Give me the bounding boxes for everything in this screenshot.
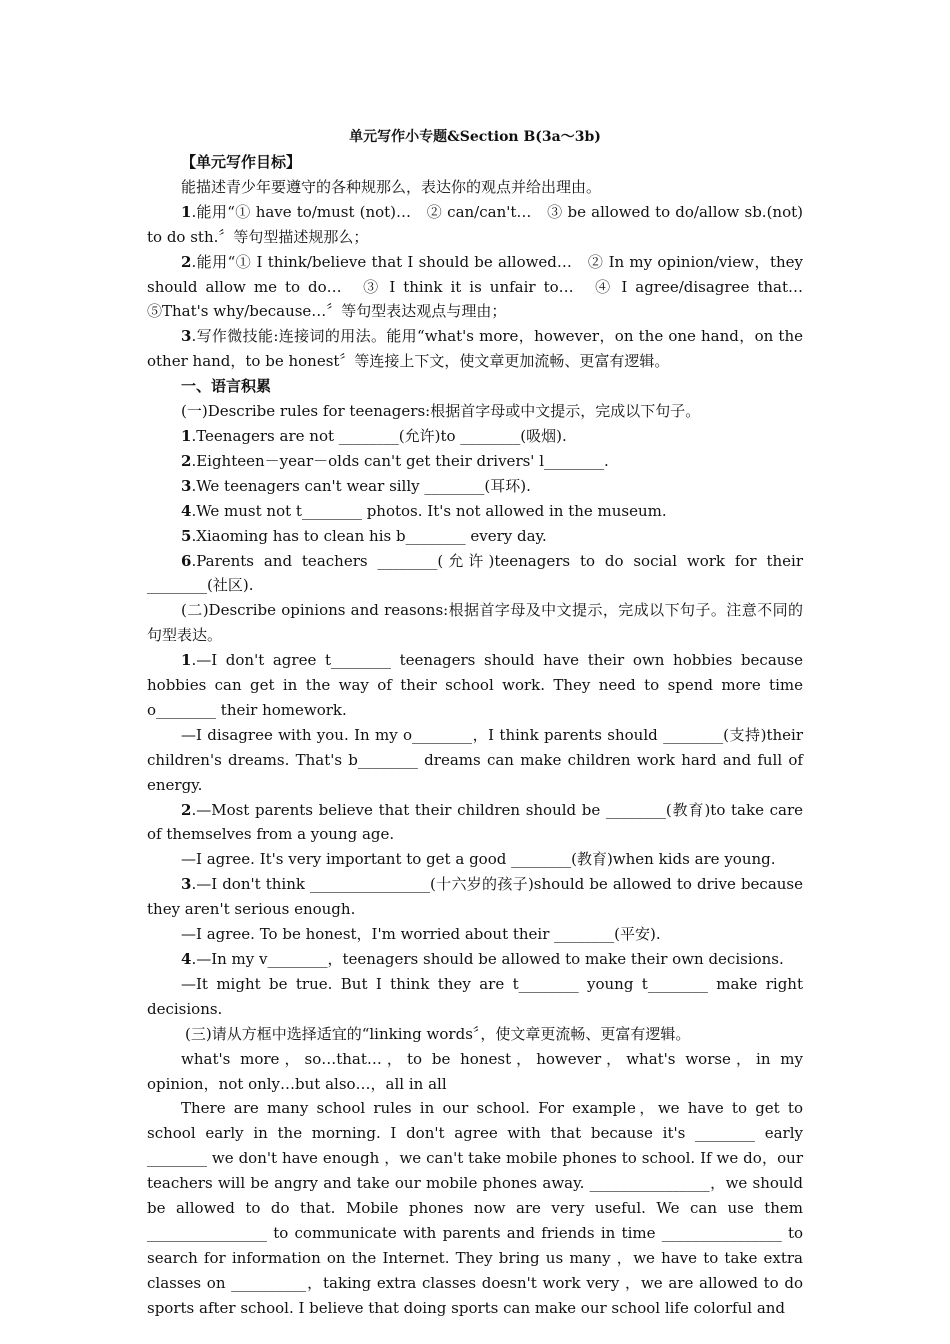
goal-item	[147, 200, 803, 250]
part2-heading: (二)Describe opinions and reasons:根据首字母及中文提示，完成以下句子。注意不同的句型表达。	[147, 601, 803, 645]
item-number: 1	[181, 426, 192, 445]
part3-heading: (三)请从方框中选择适宜的“linking words〞，使文章更流畅、更富有逻辑。	[185, 1024, 691, 1043]
document-page	[147, 124, 803, 1321]
dialogue-line: —It might be true. But I think they are t________ young t________ make right decisions.	[147, 974, 803, 1018]
passage: There are many school rules in our school. For example，we have to get to school early in the morning. I don't agree with that because it's ________ early ________ we don't have enough ，we can't take mobile phones to school. If we do，our teachers will be angry and take our mobile phones away. ________________，we should be allowed to do that. Mobile phones now are very useful. We can use them ________________ to communicate with parents and friends in time ________________ to search for information on the Internet. They bring us many ，we have to take extra classes on __________，taking extra classes doesn't work very ，we are allowed to do sports after school. I believe that doing sports can make our school life colorful and	[147, 1099, 803, 1317]
dialogue-line	[147, 648, 803, 723]
exercise-item	[147, 474, 803, 499]
exercise-item	[147, 524, 803, 549]
exercise-item	[147, 499, 803, 524]
goal-intro: 能描述青少年要遵守的各种规那么，表达你的观点并给出理由。	[181, 177, 602, 196]
item-text: .Parents and teachers ________(允许)teenagers to do social work for their ________(社区).	[147, 551, 803, 595]
exercise-item	[147, 424, 803, 449]
item-text: .—Most parents believe that their children should be ________(教育)to take care of themselves from a young age.	[147, 800, 803, 844]
item-number: 2	[181, 252, 192, 271]
dialogue-line: —I agree. To be honest，I'm worried about their ________(平安).	[181, 925, 661, 944]
item-text: .—In my v________，teenagers should be allowed to make their own decisions.	[191, 950, 784, 968]
page-title: 单元写作小专题&Section B(3a～3b)	[349, 129, 601, 145]
dialogue-line	[147, 947, 803, 972]
item-text: .Xiaoming has to clean his b________ every day.	[191, 526, 547, 545]
item-number: 6	[181, 551, 192, 570]
goal-heading: 【单元写作目标】	[181, 153, 302, 171]
item-number: 3	[181, 327, 192, 346]
item-number: 3	[181, 476, 192, 495]
item-text: .Teenagers are not ________(允许)to ________(吸烟).	[191, 426, 567, 445]
word-box: what's more，so…that…，to be honest，however，what's worse，in my opinion，not only…but also…，all in all	[147, 1049, 803, 1093]
item-text: .写作微技能:连接词的用法。能用“what's more，however，on the one hand，on the other hand，to be honest〞等连接上下文，使文章更加流畅、更富有逻辑。	[147, 327, 803, 371]
item-text: .We teenagers can't wear silly ________(耳环).	[191, 476, 531, 495]
goal-item	[147, 324, 803, 374]
item-number: 4	[181, 501, 192, 520]
dialogue-line: —I agree. It's very important to get a good ________(教育)when kids are young.	[181, 850, 776, 869]
section-heading: 一、语言积累	[181, 377, 272, 396]
exercise-item	[147, 549, 803, 599]
goal-item	[147, 250, 803, 325]
item-text: .能用“① have to/must (not)… ② can/can't… ③ be allowed to do/allow sb.(not) to do sth.〞等句型描述规那么；	[147, 202, 803, 246]
dialogue-line: —I disagree with you. In my o________，I think parents should ________(支持)their children's dreams. That's b________ dreams can make children work hard and full of energy.	[147, 725, 803, 794]
item-number: 1	[181, 202, 192, 221]
item-number: 2	[181, 800, 192, 819]
item-number: 4	[181, 950, 192, 968]
item-number: 5	[181, 526, 192, 545]
item-number: 2	[181, 451, 192, 470]
item-text: .—I don't agree t________ teenagers should have their own hobbies because hobbies can get in the way of their school work. They need to spend more time o________ their homework.	[147, 651, 803, 719]
item-text: .Eighteen－year－olds can't get their drivers' l________.	[191, 451, 609, 470]
item-number: 1	[181, 651, 192, 670]
dialogue-line	[147, 872, 803, 922]
item-text: .能用“① I think/believe that I should be allowed… ② In my opinion/view，they should allow me to do… ③ I think it is unfair to… ④ I agree/disagree that… ⑤That's why/because…〞等句型表达观点与理由；	[147, 252, 803, 321]
part1-heading: (一)Describe rules for teenagers:根据首字母或中文提示，完成以下句子。	[181, 402, 701, 421]
item-number: 3	[181, 875, 192, 894]
exercise-item	[147, 449, 803, 474]
dialogue-line	[147, 798, 803, 848]
item-text: .—I don't think ________________(十六岁的孩子)should be allowed to drive because they aren't serious enough.	[147, 875, 803, 919]
item-text: .We must not t________ photos. It's not allowed in the museum.	[191, 501, 667, 520]
